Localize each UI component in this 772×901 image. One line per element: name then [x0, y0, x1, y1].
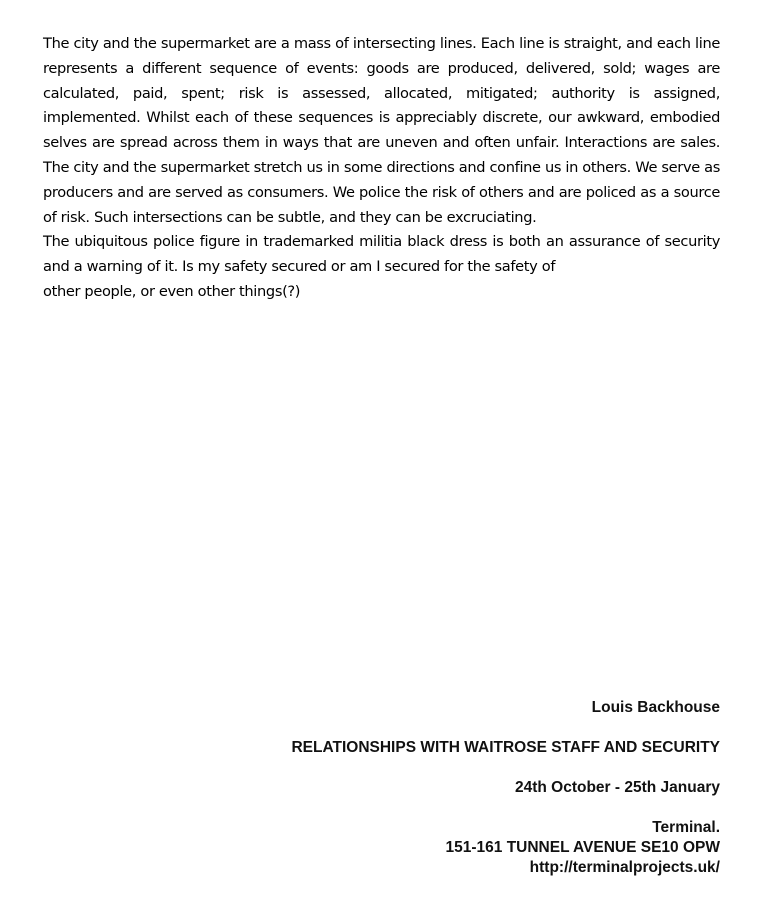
venue-name: Terminal.	[652, 819, 720, 836]
venue-address: 151-161 TUNNEL AVENUE SE10 OPW	[445, 839, 720, 856]
exhibition-title: RELATIONSHIPS WITH WAITROSE STAFF AND SECURITY	[291, 739, 720, 756]
exhibition-dates: 24th October - 25th January	[514, 779, 720, 796]
venue-url-link[interactable]: http://terminalprojects.uk/	[529, 859, 720, 876]
exhibition-credits	[291, 698, 720, 878]
artist-name: Louis Backhouse	[591, 699, 720, 716]
essay-paragraph-2-end: other people, or even other things(?)	[43, 282, 301, 300]
essay-paragraph-1: The city and the supermarket are a mass of intersecting lines. Each line is straight, and each line represents a different sequence of events: goods are produced, delivered, sold; wages are calculated, paid, spent; risk is assessed, allocated, mitigated; authority is assigned, implemented. Whilst each of these sequences is appreciably discrete, our awkward, embodied selves are spread across them in ways that are uneven and often unfair. Interactions are sales. The city and the supermarket stretch us in some directions and confine us in others. We serve as producers and are served as consumers. We police the risk of others and are policed as a source of risk. Such intersections can be subtle, and they can be excruciating.	[43, 35, 720, 226]
essay-text	[43, 32, 720, 305]
essay-paragraph-2: The ubiquitous police figure in trademarked militia black dress is both an assurance of security and a warning of it. Is my safety secured or am I secured for the safety of	[43, 233, 720, 276]
